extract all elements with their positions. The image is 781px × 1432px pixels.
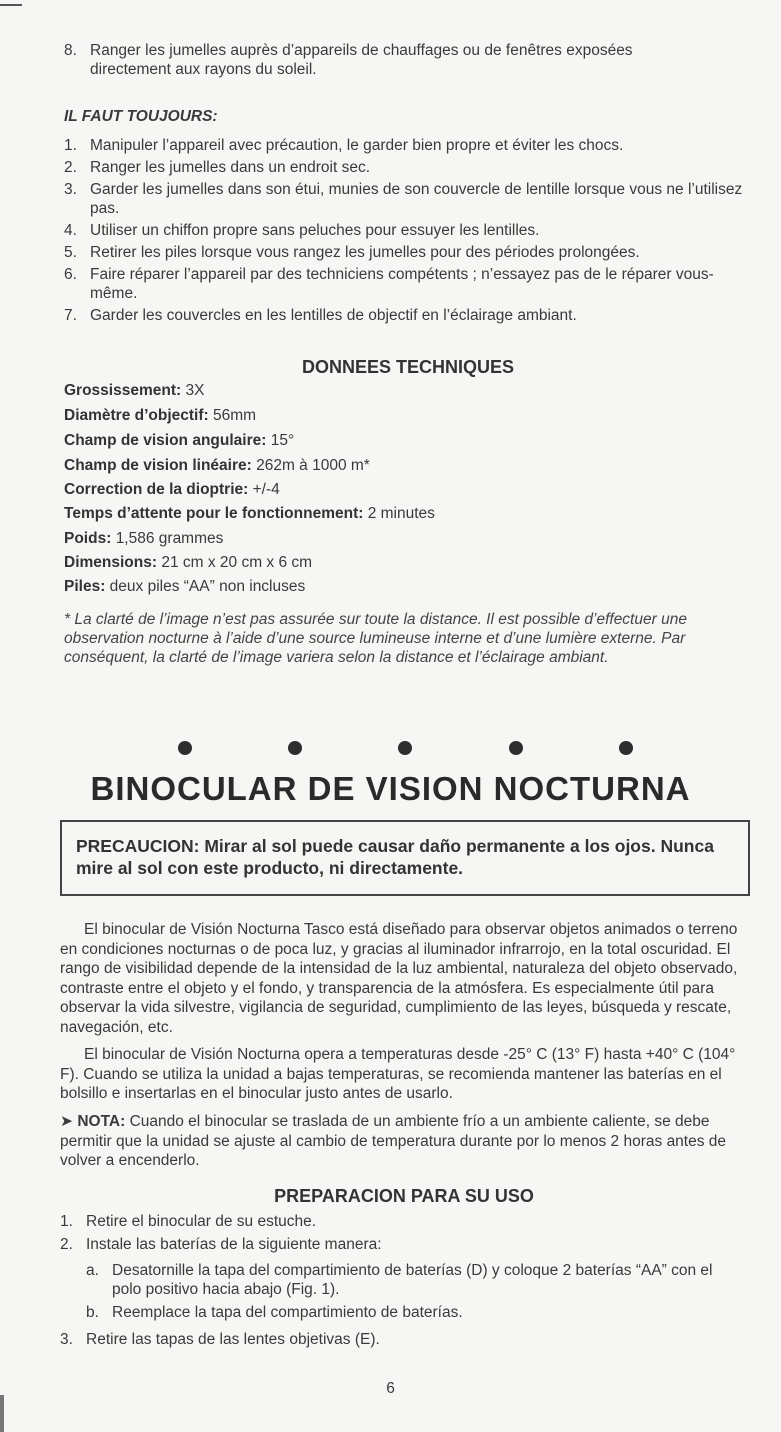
- spec-row: Temps d’attente pour le fonctionnement: 2 minutes: [64, 505, 435, 522]
- prep-sublist: [86, 1261, 736, 1322]
- list-item: 3. Retire las tapas de las lentes objetivas (E).: [60, 1331, 380, 1348]
- separator-dot: [509, 741, 523, 755]
- specs-footnote: * La clarté de l’image n’est pas assurée sur toute la distance. Il est possible d’effectuer une observation nocturne à l’aide d’une source lumineuse interne et d’une lumière externe. Par conséquent, la clarté de l’image variera selon la distance et l’éclairage ambiant.: [64, 611, 687, 666]
- separator-dot: [178, 741, 192, 755]
- list-item: 1. Manipuler l’appareil avec précaution, le garder bien propre et éviter les chocs.: [64, 137, 624, 154]
- spec-row: Poids: 1,586 grammes: [64, 530, 224, 547]
- note-paragraph: ➤ NOTA: Cuando el binocular se traslada de un ambiente frío a un ambiente caliente, se debe permitir que la unidad se ajuste al cambio de temperatura durante por lo menos 2 horas antes de volver a encenderlo.: [60, 1113, 727, 1169]
- spec-row: Diamètre d’objectif: 56mm: [64, 407, 257, 424]
- scan-edge-mark: [0, 1395, 4, 1432]
- page-number: 6: [386, 1380, 395, 1397]
- list-item: a. Desatornille la tapa del compartimiento de baterías (D) y coloque 2 baterías “AA” con el polo positivo hacia abajo (Fig. 1).: [86, 1262, 713, 1298]
- fr-list-continued: [64, 41, 704, 79]
- spec-row: Champ de vision linéaire: 262m à 1000 m*: [64, 457, 370, 474]
- spec-row: Dimensions: 21 cm x 20 cm x 6 cm: [64, 554, 313, 571]
- list-item: 3. Garder les jumelles dans son étui, munies de son couvercle de lentille lorsque vous ne l’utilisez pas.: [64, 181, 743, 217]
- list-item: 7. Garder les couvercles en les lentilles de objectif en l’éclairage ambiant.: [64, 307, 577, 324]
- spec-row: Correction de la dioptrie: +/-4: [64, 481, 280, 498]
- warning-text: PRECAUCION: Mirar al sol puede causar daño permanente a los ojos. Nunca mire al sol con este producto, ni directamente.: [76, 836, 714, 878]
- warning-box: [60, 820, 750, 896]
- intro-paragraph: El binocular de Visión Nocturna Tasco está diseñado para observar objetos animados o terreno en condiciones nocturnas o de poca luz, y gracias al iluminador infrarrojo, en la total oscuridad. El rango de visibilidad depende de la intensidad de la luz ambiental, naturaleza del objeto observado, contraste entre el objeto y el fondo, y transparencia de la atmósfera. Es especialmente útil para observar la vida silvestre, vigilancia de seguridad, cumplimiento de las leyes, búsqueda y rescate, navegación, etc.: [60, 921, 738, 1036]
- arrow-icon: ➤: [60, 1113, 73, 1130]
- scan-corner-mark: [0, 4, 22, 6]
- list-item: b. Reemplace la tapa del compartimiento de baterías.: [86, 1304, 463, 1321]
- list-item: 6. Faire réparer l’appareil par des techniciens compétents ; n’essayez pas de le réparer vous-même.: [64, 266, 714, 302]
- always-list: [64, 136, 754, 325]
- always-heading: IL FAUT TOUJOURS:: [64, 108, 218, 125]
- temperature-paragraph: El binocular de Visión Nocturna opera a temperaturas desde -25° C (13° F) hasta +40° C (104° F). Cuando se utiliza la unidad a bajas temperaturas, se recomienda mantener las baterías en el bolsillo e insertarlas en el binocular justo antes de usarlo.: [60, 1046, 736, 1102]
- list-item: 2. Instale las baterías de la siguiente manera:: [60, 1236, 382, 1253]
- separator-dot: [288, 741, 302, 755]
- list-item: 8. Ranger les jumelles auprès d’appareils de chauffages ou de fenêtres exposées directement aux rayons du soleil.: [64, 42, 633, 78]
- separator-dot: [619, 741, 633, 755]
- list-item: 1. Retire el binocular de su estuche.: [60, 1213, 317, 1230]
- spec-row: Champ de vision angulaire: 15°: [64, 432, 295, 449]
- spec-row: Grossissement: 3X: [64, 382, 205, 399]
- list-item: 5. Retirer les piles lorsque vous rangez les jumelles pour des périodes prolongées.: [64, 244, 640, 261]
- prep-list: [60, 1212, 750, 1254]
- spec-row: Piles: deux piles “AA” non incluses: [64, 578, 306, 595]
- spanish-title: BINOCULAR DE VISION NOCTURNA: [90, 770, 691, 807]
- specs-title: DONNEES TECHNIQUES: [301, 357, 515, 377]
- prep-list-continued: [60, 1330, 750, 1349]
- separator-dot: [398, 741, 412, 755]
- list-item: 4. Utiliser un chiffon propre sans peluches pour essuyer les lentilles.: [64, 222, 540, 239]
- list-item: 2. Ranger les jumelles dans un endroit sec.: [64, 159, 371, 176]
- prep-title: PREPARACION PARA SU USO: [274, 1186, 534, 1206]
